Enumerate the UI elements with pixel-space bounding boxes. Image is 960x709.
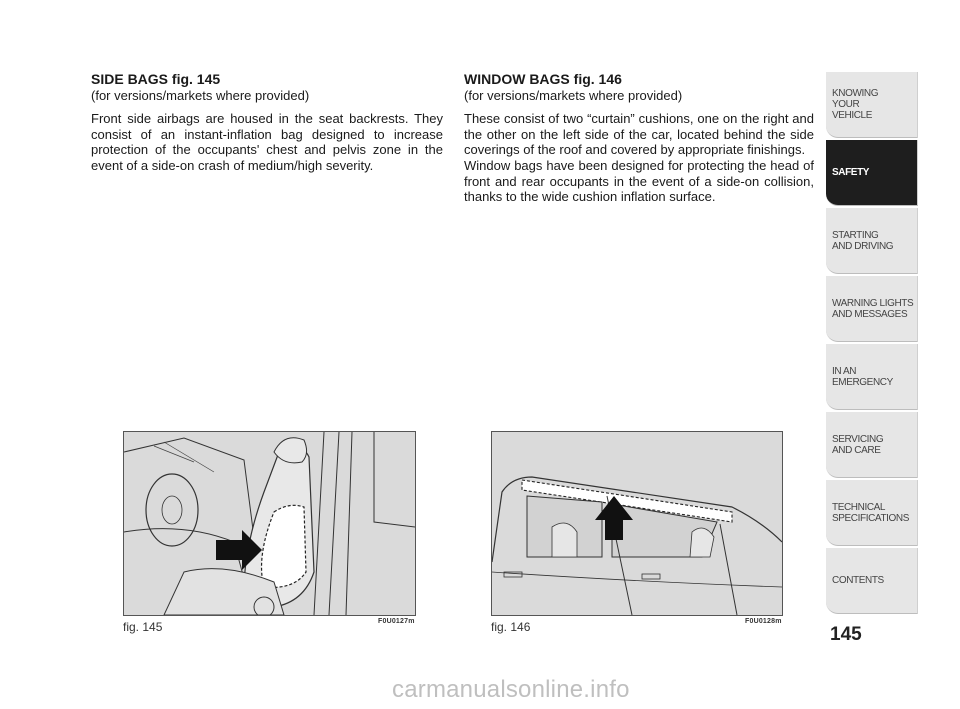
tab-technical-specifications[interactable]: TECHNICAL SPECIFICATIONS <box>826 480 918 546</box>
tab-warning-lights[interactable]: WARNING LIGHTS AND MESSAGES <box>826 276 918 342</box>
figure-145-illustration <box>123 431 416 616</box>
tab-starting-and-driving[interactable]: STARTING AND DRIVING <box>826 208 918 274</box>
window-bags-subheading: (for versions/markets where provided) <box>464 87 683 103</box>
figure-146-code: F0U0128m <box>745 618 782 625</box>
tab-in-an-emergency[interactable]: IN AN EMERGENCY <box>826 344 918 410</box>
figure-145-code: F0U0127m <box>378 618 415 625</box>
window-curtain-airbag-drawing <box>492 432 782 615</box>
figure-146-illustration <box>491 431 783 616</box>
chapter-tabs <box>826 72 918 616</box>
side-bags-paragraph: Front side airbags are housed in the seat backrests. They consist of an instant-inflation bag designed to increase protection of the occupants' chest and pelvis zone in the event of a side-on crash of medium/high severity. <box>91 111 443 173</box>
side-bags-subheading: (for versions/markets where provided) <box>91 87 310 103</box>
page-number: 145 <box>830 624 862 645</box>
window-bags-paragraph-2: Window bags have been designed for protecting the head of front and rear occupants in the event of a side-on collision, thanks to the wide cushion inflation surface. <box>464 157 814 205</box>
figure-146-caption: fig. 146 <box>491 620 531 634</box>
watermark-text: carmanualsonline.info <box>392 676 630 703</box>
tab-servicing-and-care[interactable]: SERVICING AND CARE <box>826 412 918 478</box>
side-bags-section <box>91 72 443 174</box>
window-bags-section <box>464 72 814 205</box>
seat-side-airbag-drawing <box>124 432 415 615</box>
side-bags-heading: SIDE BAGS fig. 145 <box>91 71 221 87</box>
tab-knowing-your-vehicle[interactable]: KNOWING YOUR VEHICLE <box>826 72 918 138</box>
figure-145-caption: fig. 145 <box>123 620 163 634</box>
window-bags-heading: WINDOW BAGS fig. 146 <box>464 71 622 87</box>
window-bags-paragraph-1: These consist of two “curtain” cushions, one on the right and the other on the left side of the car, located behind the side coverings of the roof and covered by appropriate finishings. <box>464 111 814 158</box>
tab-contents[interactable]: CONTENTS <box>826 548 918 614</box>
tab-safety[interactable]: SAFETY <box>826 140 918 206</box>
